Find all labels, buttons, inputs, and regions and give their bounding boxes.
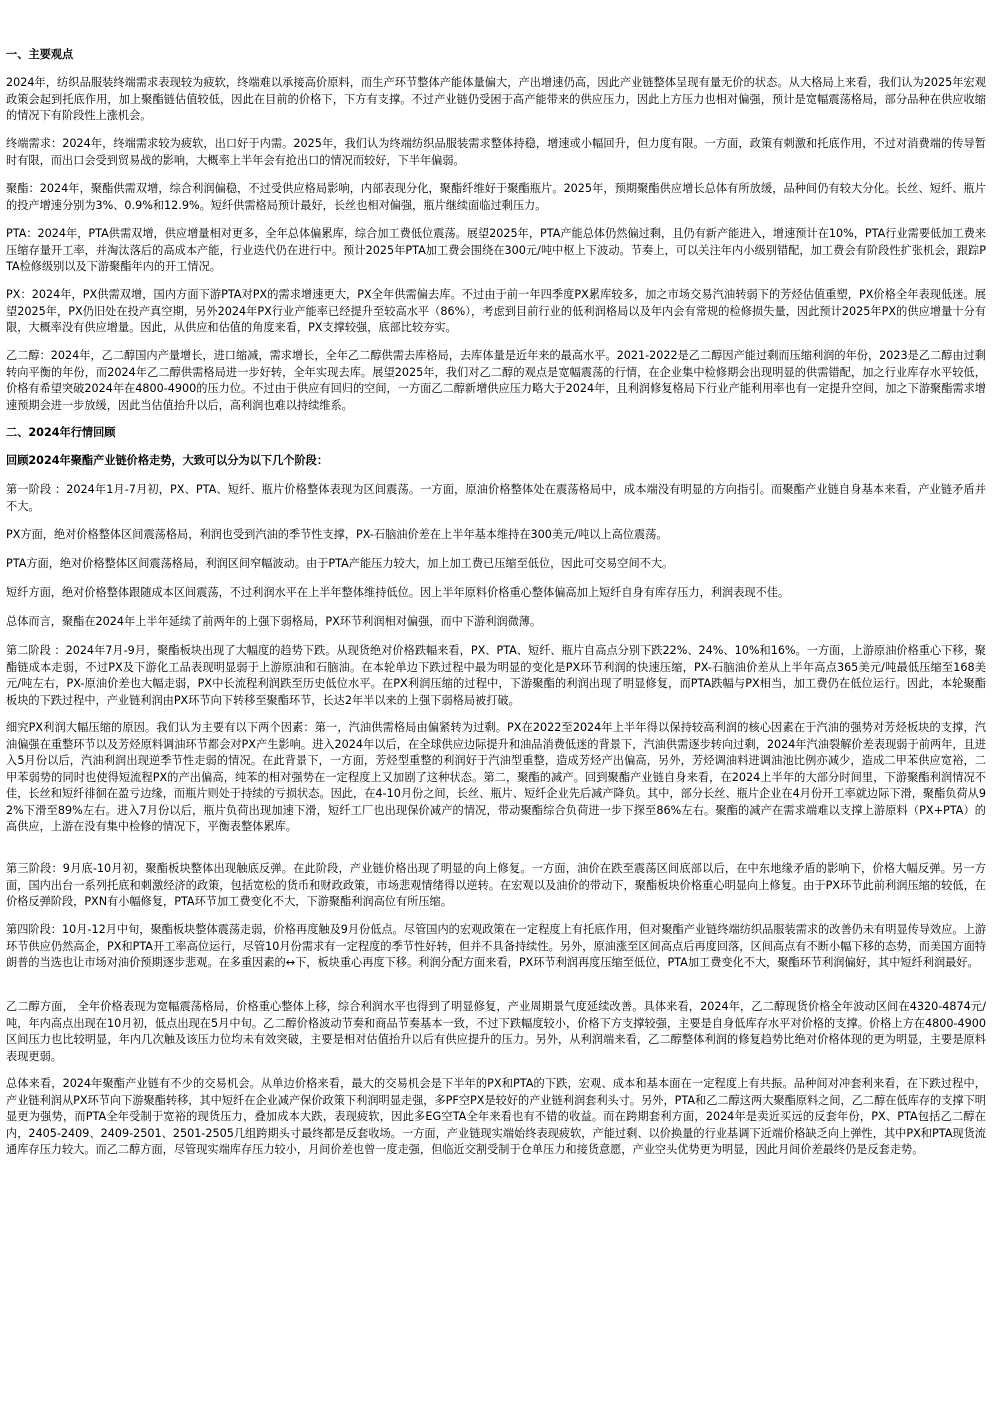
paragraph: 细究PX利润大幅压缩的原因。我们认为主要有以下两个因素：第一，汽油供需格局由偏紧转为过剩。PX在2022至2024年上半年得以保持较高利润的核心因素在于汽油的强势对芳烃板块的支撑，汽油偏强在重整环节以及芳烃原料调油环节都会对PX产生影响。进入2024年以后，在全球供应边际提升和油品消费低迷的背景下，汽油供需逐步转向过剩，2024年汽油裂解价差表现弱于前两年，且进入5月份以后，汽油利润出现逆季节性走弱的情况。在此背景下，一方面，芳烃型重整的利润好于汽油型重整，造成芳烃产出偏高，另外，芳烃调油料进调油池比例亦减少，造成二甲苯供应宽裕，二甲苯弱势的同时也使得短流程PX的产出偏高，纯苯的相对强势在一定程度上又加剧了这种状态。第二，聚酯的减产。回到聚酯产业链自身来看，在2024上半年的大部分时间里，下游聚酯利润情况不佳，长丝和短纤徘徊在盈亏边缘，而瓶片则处于持续的亏损状态。因此，在4-10月份之间，长丝、瓶片、短纤企业先后减产降负。其中，部分长丝、瓶片企业在4月份开工率就边际下滑，聚酯负荷从92%下滑至89%左右。进入7月份以后，瓶片负荷出现加速下滑，短纤工厂也出现保价减产的情况，带动聚酯综合负荷进一步下探至86%左右。聚酯的减产在需求端难以支撑上游原料（PX+PTA）的高供应，上游在没有集中检修的情况下，平衡表整体累库。: [6, 721, 986, 833]
paragraph: 第四阶段：10月-12月中旬，聚酯板块整体震荡走弱，价格再度触及9月份低点。尽管国内的宏观政策在一定程度上有托底作用，但对聚酯产业链终端纺织品服装需求的改善仍未有明显传导效应。上游环节供应仍然高企，PX和PTA开工率高位运行，尽管10月份需求有一定程度的季节性好转，但并不具备持续性。另外，原油涨至区间高点后再度回落，区间高点有不断小幅下移的态势，而美国方面特朗普的当选也让市场对油价预期逐步悲观。在多重因素的↔下，板块重心再度下移。利润分配方面来看，PX环节利润再度压缩至低位，PTA加工费变化不大，聚酯环节利润偏好，其中短纤利润最好。: [6, 923, 986, 969]
paragraph: PTA：2024年，PTA供需双增，供应增量相对更多，全年总体偏累库，综合加工费低位震荡。展望2025年，PTA产能总体仍然偏过剩，且仍有新产能进入，增速预计在10%，PTA行业需要低加工费来压缩存量开工率，并淘汰落后的高成本产能，行业迭代仍在进行中。预计2025年PTA加工费会围绕在300元/吨中枢上下波动。节奏上，可以关注年内小级别错配，加工费会有阶段性扩张机会，跟踪PTA检修级别以及下游聚酯年内的开工情况。: [6, 227, 986, 273]
paragraph: 总体来看，2024年聚酯产业链有不少的交易机会。从单边价格来看，最大的交易机会是下半年的PX和PTA的下跌，宏观、成本和基本面在一定程度上有共振。品种间对冲套利来看，在下跌过程中，产业链利润从PX环节向下游聚酯转移，其中短纤在企业减产保价政策下利润明显走强，多PF空PX是较好的产业链利润套利头寸。另外，PTA和乙二醇这两大聚酯原料之间，乙二醇在低库存的支撑下明显更为强势，而PTA全年受制于宽裕的现货压力，叠加成本大跌，表现疲软，因此多EG空TA全年来看也有不错的收益。而在跨期套利方面，2024年是卖近买远的反套年份，PX、PTA包括乙二醇在内，2405-2409、2409-2501、2501-2505几组跨期头寸最终都是反套收场。一方面，产业链现实端始终表现疲软，产能过剩、以价换量的行业基调下近端价格缺乏向上弹性，其中PX和PTA现货流通库存压力较大。而乙二醇方面，尽管现实端库存压力较小，月间价差也曾一度走强，但临近交割受制于仓单压力和接货意愿，产业空头优势更为明显，因此月间价差最终仍是反套走势。: [6, 1077, 986, 1156]
paragraph: PTA方面，绝对价格整体区间震荡格局，利润区间窄幅波动。由于PTA产能压力较大，加上加工费已压缩至低位，因此可交易空间不大。: [6, 557, 674, 570]
paragraph: 2024年，纺织品服装终端需求表现较为疲软，终端难以承接高价原料，而生产环节整体产能体量偏大，产出增速仍高，因此产业链整体呈现有量无价的状态。从大格局上来看，我们认为2025年宏观政策会起到托底作用，加上聚酯链估值较低，因此在目前的价格下，下方有支撑。不过产业链仍受困于高产能带来的供应压力，因此上方压力也相对偏强，预计是宽幅震荡格局，部分品种在供应收缩的情况下有阶段性上涨机会。: [6, 76, 986, 122]
paragraph: 乙二醇方面， 全年价格表现为宽幅震荡格局，价格重心整体上移，综合利润水平也得到了明显修复，产业周期景气度延续改善。具体来看，2024年，乙二醇现货价格全年波动区间在4320-4874元/吨，年内高点出现在10月初，低点出现在5月中旬。乙二醇价格波动节奏和商品节奏基本一致，不过下跌幅度较小，价格下方支撑较强，主要是自身低库存水平对价格的支撑。价格上方在4800-4900区间压力也比较明显，年内几次触及该压力位均未有效突破，主要是相对估值抬升以后有供应提升的压力。另外，从利润端来看，乙二醇整体利润的修复趋势比绝对价格体现的更为明显，主要是原料表现更弱。: [6, 1000, 986, 1063]
paragraph: 终端需求：2024年，终端需求较为疲软，出口好于内需。2025年，我们认为终端纺织品服装需求整体持稳，增速或小幅回升，但力度有限。一方面，政策有刺激和托底作用，不过对消费端的传导暂时有限，而出口会受到贸易战的影响，大概率上半年会有抢出口的情况而较好，下半年偏弱。: [6, 137, 986, 167]
paragraph: 第二阶段 ：2024年7月-9月，聚酯板块出现了大幅度的趋势下跌。从现货绝对价格跌幅来看，PX、PTA、短纤、瓶片自高点分别下跌22%、24%、10%和16%。一方面，上游原油价格重心下移，聚酯链成本走弱，不过PX及下游化工品表现明显弱于上游原油和石脑油。在本轮单边下跌过程中最为明显的变化是PX环节利润的快速压缩，PX-石脑油价差从上半年高点365美元/吨最低压缩至168美元/吨左右，PX-原油价差也大幅走弱，PX中长流程利润跌至历史低位水平。在PX利润压缩的过程中，下游聚酯的利润出现了明显修复，而PTA跌幅与PX相当，加工费仍在低位运行。因此，本轮聚酯板块的下跌过程中，产业链利润由PX环节向下转移至聚酯环节，长达2年半以来的上强下弱格局被打破。: [6, 644, 986, 707]
section-heading: 一、主要观点: [6, 48, 74, 61]
paragraph: 聚酯：2024年，聚酯供需双增，综合利润偏稳，不过受供应格局影响，内部表现分化，聚酯纤维好于聚酯瓶片。2025年，预期聚酯供应增长总体有所放缓，品种间仍有较大分化。长丝、短纤、瓶片的投产增速分别为3%、0.9%和12.9%。短纤供需格局预计最好，长丝也相对偏强，瓶片继续面临过剩压力。: [6, 182, 986, 212]
section-heading: 二、2024年行情回顾: [6, 426, 116, 439]
paragraph: 乙二醇：2024年，乙二醇国内产量增长，进口缩减，需求增长，全年乙二醇供需去库格局，去库体量是近年来的最高水平。2021-2022是乙二醇因产能过剩而压缩利润的年份，2023是乙二醇由过剩转向平衡的年份，而2024年乙二醇供需格局进一步好转，全年实现去库。展望2025年，我们对乙二醇的观点是宽幅震荡的行情，在企业集中检修期会出现明显的供需错配，加之行业库存水平较低，价格有希望突破2024年在4800-4900的压力位。不过由于供应有回归的空间，一方面乙二醇新增供应压力略大于2024年，且利润修复格局下行业产能利用率也有一定提升空间，加之下游聚酯需求增速预期会进一步放缓，因此当估值抬升以后，高利润也难以持续维系。: [6, 349, 986, 412]
paragraph: PX：2024年，PX供需双增，国内方面下游PTA对PX的需求增速更大，PX全年供需偏去库。不过由于前一年四季度PX累库较多，加之市场交易汽油转弱下的芳烃估值重塑，PX价格全年表现低迷。展望2025年，PX仍旧处在投产真空期，另外2024年PX行业产能率已经提升至较高水平（86%），考虑到目前行业的低利润格局以及年内会有常规的检修损失量，因此预计2025年PX的供应增量十分有限，大概率没有供应增量。因此，从供应和估值的角度来看，PX支撑较强，底部比较夯实。: [6, 288, 986, 334]
paragraph: 短纤方面，绝对价格整体跟随成本区间震荡，不过利润水平在上半年整体维持低位。因上半年原料价格重心整体偏高加上短纤自身有库存压力，利润表现不佳。: [6, 586, 790, 599]
paragraph: 第三阶段：9月底-10月初，聚酯板块整体出现触底反弹。在此阶段，产业链价格出现了明显的向上修复。一方面，油价在跌至震荡区间底部以后，在中东地缘矛盾的影响下，价格大幅反弹。另一方面，国内出台一系列托底和刺激经济的政策，包括宽松的货币和财政政策，市场悲观情绪得以逆转。在宏观以及油价的带动下，聚酯板块价格重心明显向上修复。由于PX环节此前利润压缩的较低，在价格反弹阶段，PXN有小幅修复，PTA环节加工费变化不大，下游聚酯利润高位有所压缩。: [6, 862, 986, 908]
paragraph: 第一阶段 ：2024年1月-7月初，PX、PTA、短纤、瓶片价格整体表现为区间震荡。一方面，原油价格整体处在震荡格局中，成本端没有明显的方向指引。而聚酯产业链自身基本来看，产业链矛盾并不大。: [6, 483, 986, 513]
section-subheading: 回顾2024年聚酯产业链价格走势，大致可以分为以下几个阶段：: [6, 454, 329, 467]
paragraph: 总体而言，聚酯在2024年上半年延续了前两年的上强下弱格局，PX环节利润相对偏强，而中下游利润微薄。: [6, 615, 542, 628]
paragraph: PX方面，绝对价格整体区间震荡格局，利润也受到汽油的季节性支撑，PX-石脑油价差在上半年基本维持在300美元/吨以上高位震荡。: [6, 528, 668, 541]
